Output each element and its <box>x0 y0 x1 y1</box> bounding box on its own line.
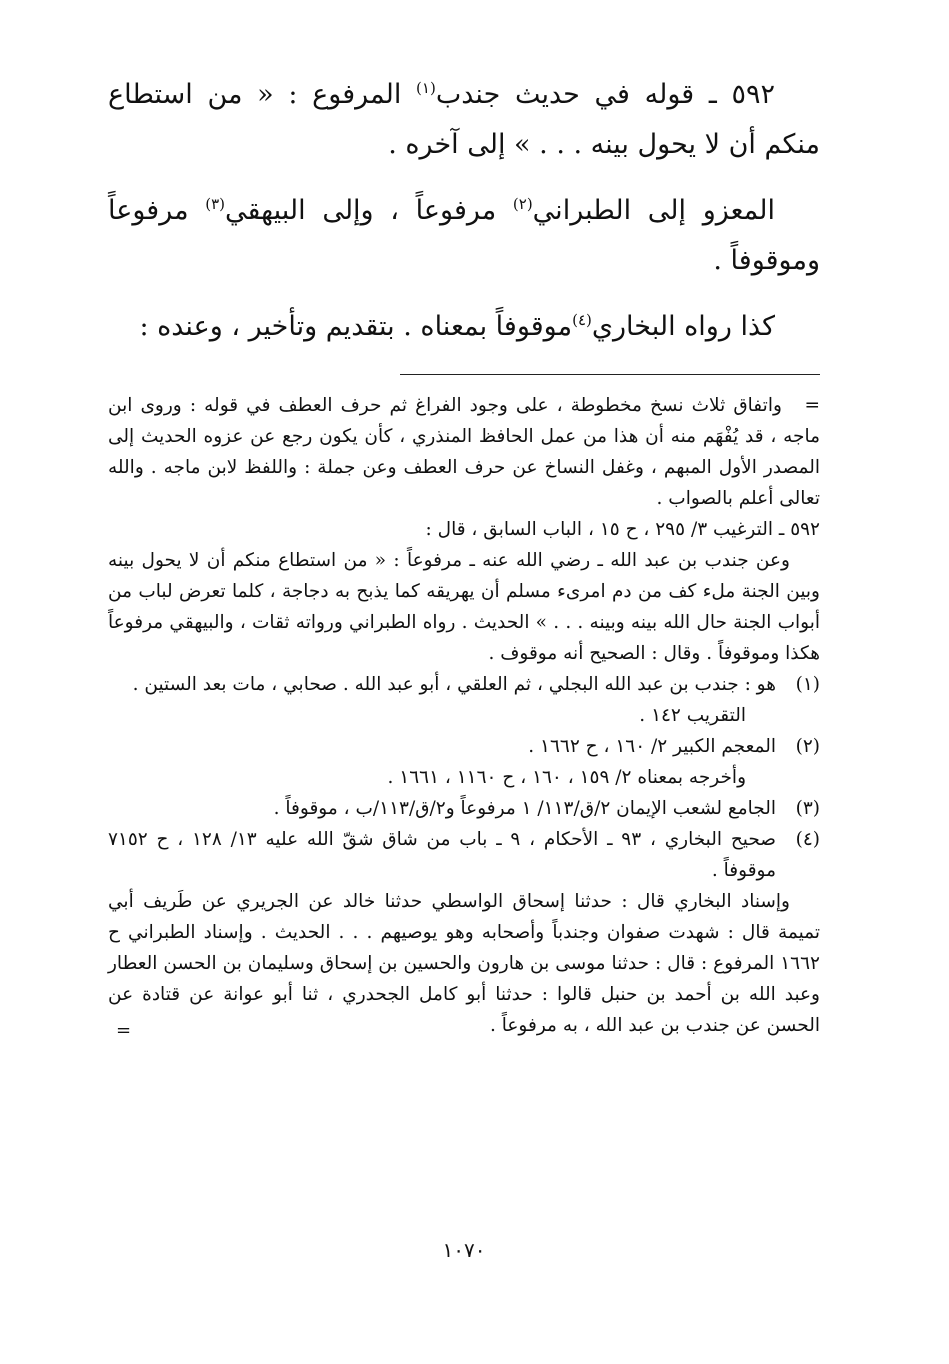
continuation-mark: = <box>804 395 820 416</box>
attribution-part-c: مرفوعاً وموقوفاً . <box>108 195 820 276</box>
attribution-part-a: المعزو إلى الطبراني <box>532 195 775 226</box>
paragraph-bukhari <box>108 302 820 352</box>
paragraph-592-rest: المرفوع : « من استطاع منكم أن لا يحول بينه . . . » إلى آخره . <box>108 79 820 160</box>
paragraph-592 <box>108 70 820 170</box>
book-page <box>108 70 820 1350</box>
footnote-2 <box>108 731 820 793</box>
continued-footnote <box>108 390 820 514</box>
footnote-separator <box>108 368 820 390</box>
footnote-ref-3[interactable]: (٣) <box>205 195 226 213</box>
continued-footnote-text: واتفاق ثلاث نسخ مخطوطة ، على وجود الفراغ ثم حرف العطف في قوله : وروى ابن ماجه ، قد يُفْهَم منه أن هذا من عمل الحافظ المنذري ، كأن يكون رجع عن عزوه الحديث إلى المصدر الأول المبهم ، وغفل النساخ عن حرف العطف وعن جملة : واللفظ لابن ماجه . والله تعالى أعلم بالصواب . <box>108 395 820 509</box>
separator-line <box>400 374 820 375</box>
footnote-1-text: هو : جندب بن عبد الله البجلي ، ثم العلقي ، أبو عبد الله . صحابي ، مات بعد الستين . <box>132 674 776 695</box>
footnote-2-number: (٢) <box>795 736 820 757</box>
footnote-4-isnad: وإسناد البخاري قال : حدثنا إسحاق الواسطي حدثنا خالد عن الجريري عن طَريف أبي تميمة قال : شهدت صفوان وجندباً وأصحابه وهو يوصيهم . . . الحديث . وإسناد الطبراني ح ١٦٦٢ المرفوع : قال : حدثنا موسى بن هارون والحسين بن إسحاق وسليمان بن الحسن العطار وعبد الله بن أحمد بن حنبل قالوا : حدثنا أبو كامل الجحدري ، ثنا أبو عوانة عن قتادة عن الحسن عن جندب بن عبد الله ، به مرفوعاً . <box>108 891 820 1036</box>
paragraph-592-start: ٥٩٢ ـ قوله في حديث جندب <box>435 79 775 110</box>
footnote-1-number: (١) <box>795 674 820 695</box>
page-number: ١٠٧٠ <box>442 1238 486 1262</box>
main-text <box>108 70 820 352</box>
note-592-heading: ٥٩٢ ـ الترغيب ٣/ ٢٩٥ ، ح ١٥ ، الباب السابق ، قال : <box>425 519 820 540</box>
footnote-1-source: التقريب ١٤٢ . <box>639 705 746 726</box>
paragraph-attribution <box>108 186 820 286</box>
footnote-ref-1[interactable]: (١) <box>416 79 436 97</box>
footnote-4-text: صحيح البخاري ، ٩٣ ـ الأحكام ، ٩ ـ باب من شاق شقّ الله عليه ١٣/ ١٢٨ ، ح ٧١٥٢ موقوفاً . <box>108 829 776 881</box>
footnote-2-extra: وأخرجه بمعناه ٢/ ١٥٩ ، ١٦٠ ، ح ١١٦٠ ، ١٦٦١ . <box>387 767 746 788</box>
footnote-ref-2[interactable]: (٢) <box>512 195 533 213</box>
footnote-3-number: (٣) <box>795 798 820 819</box>
footnote-1 <box>108 669 820 731</box>
footnote-ref-4[interactable]: (٤) <box>572 311 592 329</box>
bukhari-part-b: موقوفاً بمعناه . بتقديم وتأخير ، وعنده : <box>139 311 573 342</box>
bukhari-part-a: كذا رواه البخاري <box>591 311 775 342</box>
footnote-2-text: المعجم الكبير ٢/ ١٦٠ ، ح ١٦٦٢ . <box>528 736 776 757</box>
footnotes <box>108 390 820 1046</box>
footnote-4-number: (٤) <box>795 829 820 850</box>
note-592-body: وعن جندب بن عبد الله ـ رضي الله عنه ـ مرفوعاً : « من استطاع منكم أن لا يحول بينه وبين الجنة ملء كف من دم امرىء مسلم أن يهريقه كما يذبح به دجاجة ، كلما تعرض لباب من أبواب الجنة حال الله بينه وبينه . . . » الحديث . رواه الطبراني ورواته ثقات ، والبيهقي مرفوعاً هكذا وموقوفاً . وقال : الصحيح أنه موقوف . <box>108 550 820 664</box>
footnote-4 <box>108 824 820 886</box>
attribution-part-b: مرفوعاً ، وإلى البيهقي <box>225 195 513 226</box>
footnote-3 <box>108 793 820 824</box>
footnote-3-text: الجامع لشعب الإيمان ٢/ق/١١٣/ ١ مرفوعاً و٢/ق/١١٣/ب ، موقوفاً . <box>273 798 776 819</box>
continuation-mark-end: = <box>116 1020 132 1041</box>
